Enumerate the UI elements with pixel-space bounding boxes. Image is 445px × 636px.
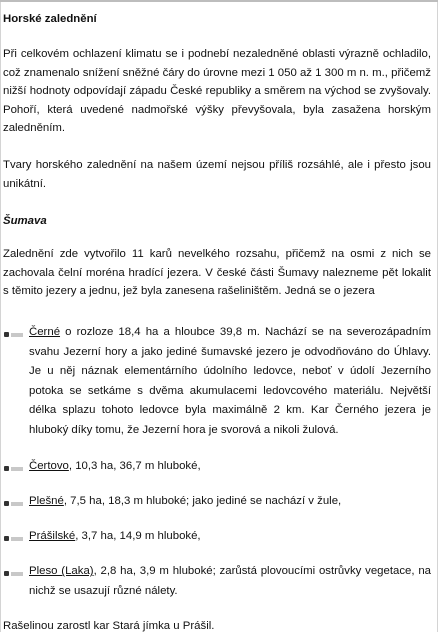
- subsection-title-sumava: Šumava: [3, 215, 47, 228]
- bullet-icon: [4, 571, 26, 577]
- list-item-lake-pleso: [3, 562, 431, 601]
- bullet-icon: [4, 501, 26, 507]
- lake-name-link[interactable]: Černé: [29, 325, 61, 338]
- lake-description: , 2,8 ha, 3,9 m hluboké; zarůstá plovoucími ostrůvky vegetace, na nichž se usazují různé nálety.: [29, 565, 431, 597]
- lake-name-link[interactable]: Čertovo: [29, 459, 69, 472]
- paragraph-snow-line: Při celkovém ochlazení klimatu se i podnebí nezaledněné oblasti výrazně ochladilo, což znamenalo snížení sněžné čáry do úrovne mezi 1 050 až 1 300 m n. m., přičemž nižší hodnoty odpovídají západu České republiky a směrem na východ se zvyšovaly. Pohoří, která uvedené nadmořské výšky převyšovala, byla zasažena horským zaledněním.: [3, 48, 431, 135]
- lake-description: , 7,5 ha, 18,3 m hluboké; jako jediné se nachází v žule,: [63, 495, 342, 508]
- lake-name-link[interactable]: Plešné: [29, 495, 64, 508]
- list-item-lake-certovo: [3, 457, 431, 477]
- list-item-lake-prasilske: [3, 527, 431, 547]
- section-title: Horské zalednění: [3, 13, 97, 25]
- paragraph-glaciation-forms: Tvary horského zalednění na našem území nejsou příliš rozsáhlé, ale i přesto jsou unikátní.: [3, 158, 431, 190]
- lake-name-link[interactable]: Prášilské: [29, 529, 76, 542]
- lake-name-link[interactable]: Pleso (Laka): [29, 565, 94, 578]
- bullet-icon: [4, 536, 26, 542]
- bullet-icon: [4, 332, 26, 338]
- paragraph-cirques: Zalednění zde vytvořilo 11 karů nevelkého rozsahu, přičemž na osmi z nich se zachovala čelní moréna hradící jezera. V české části Šumavy nalezneme pět lokalit s těmito jezery a jednu, jež byla zanesena rašeliništěm. Jedná se o jezera: [3, 248, 431, 298]
- list-item-lake-plesne: [3, 492, 431, 512]
- lake-description: , 10,3 ha, 36,7 m hluboké,: [68, 459, 201, 472]
- lake-description: o rozloze 18,4 ha a hloubce 39,8 m. Nachází se na severozápadním svahu Jezerní hory a jako jediné šumavské jezero je odvodňováno do Úhlavy. Je u něj náznak elementárního údolního ledovce, neboť v údolí Jezerního potoka se setkáme s dvěma akumulacemi ledovcového materiálu. Největší délka splazu tohoto ledovce byla maximálně 2 km. Kar Černého jezera je hluboký díky tomu, že Jezerní hora je svorová a nikoli žulová.: [29, 325, 431, 436]
- bullet-icon: [4, 466, 26, 472]
- lake-description: , 3,7 ha, 14,9 m hluboké,: [75, 529, 201, 542]
- paragraph-stara-jimka: Rašelinou zarostl kar Stará jímka u Prášil.: [3, 620, 215, 633]
- list-item-lake-cerne: [3, 323, 431, 441]
